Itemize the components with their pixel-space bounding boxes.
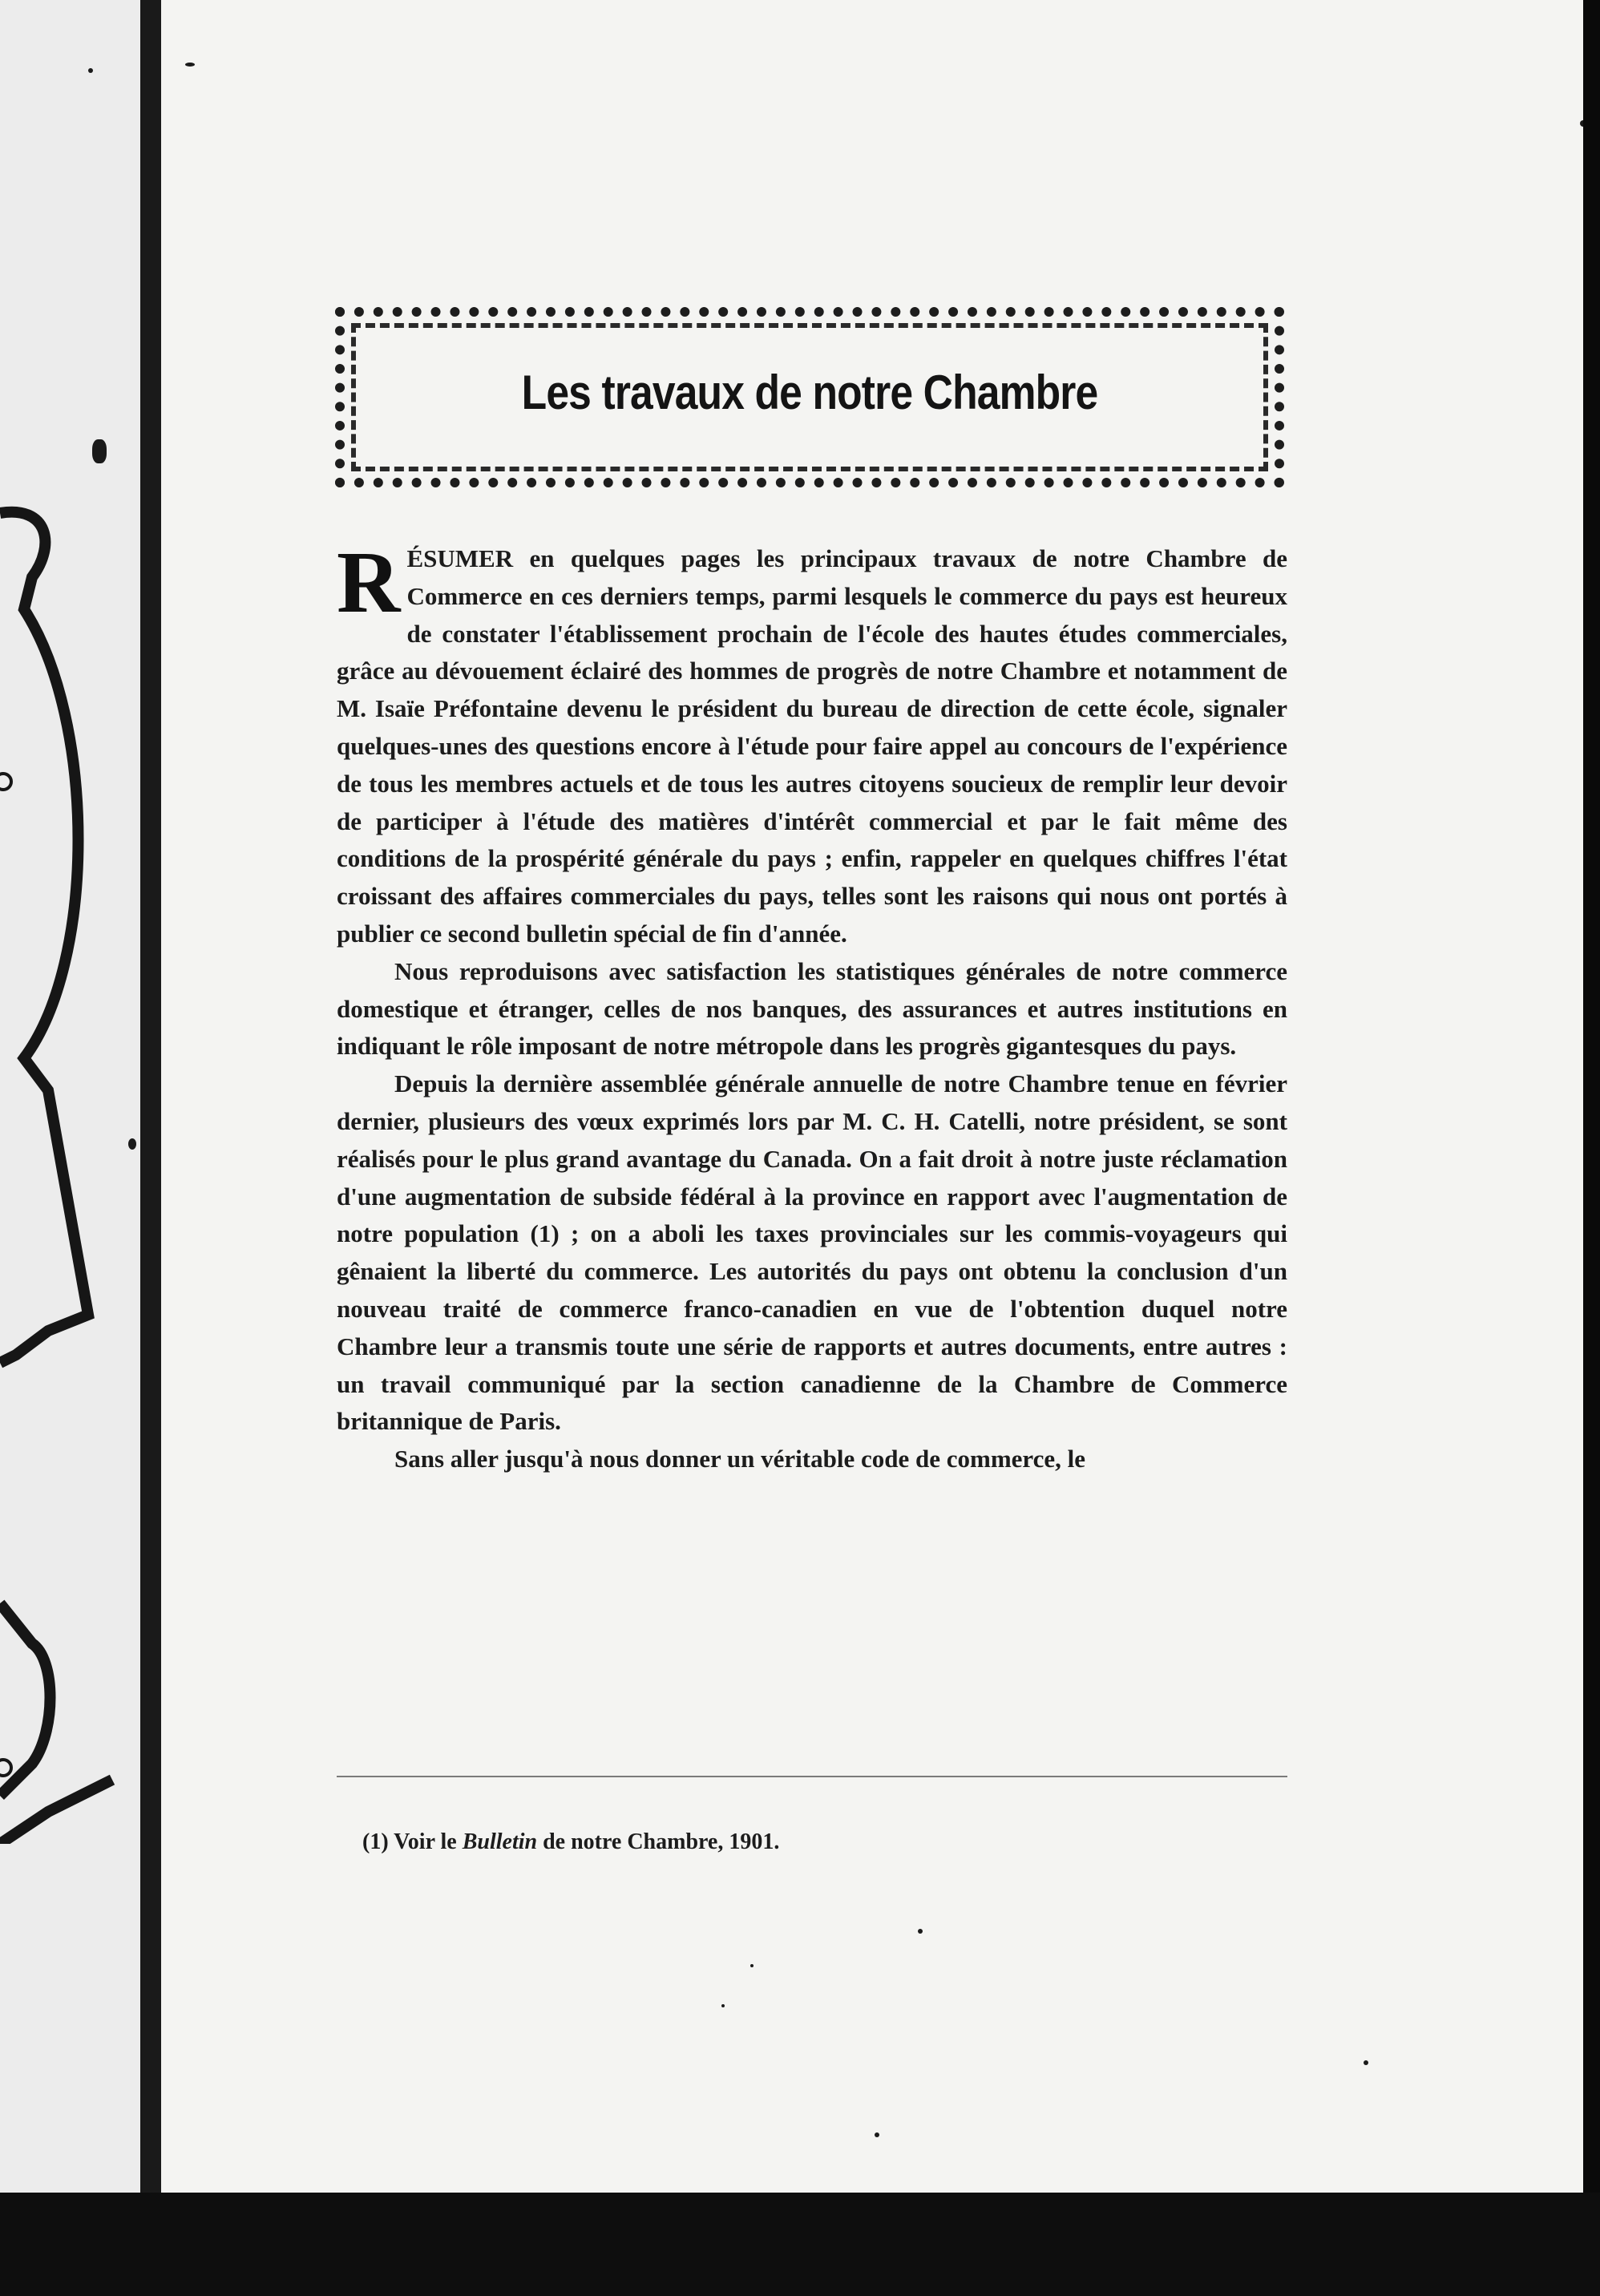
ink-speck xyxy=(128,1138,136,1150)
footnote-suffix: de notre Chambre, 1901. xyxy=(537,1829,780,1854)
drop-cap: R xyxy=(337,533,401,631)
footnote xyxy=(362,1829,1244,1855)
footnote-prefix: (1) Voir le xyxy=(362,1829,463,1854)
ink-speck xyxy=(875,2132,879,2137)
title-ornamental-frame xyxy=(335,307,1284,487)
scan-edge xyxy=(1583,0,1600,2296)
footnote-italic: Bulletin xyxy=(462,1829,538,1854)
ink-speck xyxy=(92,439,107,463)
ink-speck xyxy=(88,68,93,73)
ink-speck xyxy=(721,2004,725,2007)
footnote-rule xyxy=(337,1776,1287,1777)
article-body xyxy=(337,533,1287,1478)
lead-word: ÉSUMER xyxy=(406,544,514,572)
ink-speck xyxy=(918,1929,923,1934)
facing-page xyxy=(0,0,140,2193)
ink-speck xyxy=(750,1964,754,1967)
ink-speck xyxy=(185,63,195,67)
paragraph-2: Nous reproduisons avec satisfaction les statistiques générales de notre commerce domestique et étranger, celles de nos banques, des assurances et autres institutions en indiquant le rôle imposant de notre métropole dans les progrès gigantesques du pays. xyxy=(337,956,1287,1061)
ink-speck xyxy=(1364,2060,1368,2065)
facing-page-illustration xyxy=(0,481,140,1844)
paragraph-text: en quelques pages les principaux travaux de notre Chambre de Commerce en ces derniers temps, parmi lesquels le commerce du pays est heureux de constater l'établissement prochain de l'école des hautes études commerciales, grâce au dévouement éclairé des hommes de progrès de notre Chambre et notamment de M. Isaïe Préfontaine devenu le président du bureau de direction de cette école, signaler quelques-unes des questions encore à l'étude pour faire appel au concours de l'expérience de tous les membres actuels et de tous les autres citoyens soucieux de remplir leur devoir de participer à l'étude des matières d'intérêt commercial et par le fait même des conditions de la prospérité générale du pays ; enfin, rappeler en quelques chiffres l'état croissant des affaires commerciales du pays, telles sont les raisons qui nous ont portés à publier ce second bulletin spécial de fin d'année. xyxy=(337,544,1287,948)
page-gutter xyxy=(140,0,161,2193)
paragraph-4: Sans aller jusqu'à nous donner un véritable code de commerce, le xyxy=(394,1445,1085,1473)
scan-bottom-band xyxy=(0,2193,1600,2296)
paragraph-1 xyxy=(337,533,1287,953)
page-title: Les travaux de notre Chambre xyxy=(521,366,1098,419)
paragraph-3: Depuis la dernière assemblée générale annuelle de notre Chambre tenue en février dernier, plusieurs des vœux exprimés lors par M. C. H. Catelli, notre président, se sont réalisés pour le plus grand avantage du Canada. On a fait droit à notre juste réclamation d'une augmentation de subside fédéral à la province en rapport avec l'augmentation de notre population (1) ; on a aboli les taxes provinciales sur les commis-voyageurs qui gênaient la liberté du commerce. Les autorités du pays ont obtenu la conclusion d'un nouveau traité de commerce franco-canadien en vue de l'obtention duquel notre Chambre leur a transmis toute une série de rapports et autres documents, entre autres : un travail communiqué par la section canadienne de la Chambre de Commerce britannique de Paris. xyxy=(337,1069,1287,1436)
